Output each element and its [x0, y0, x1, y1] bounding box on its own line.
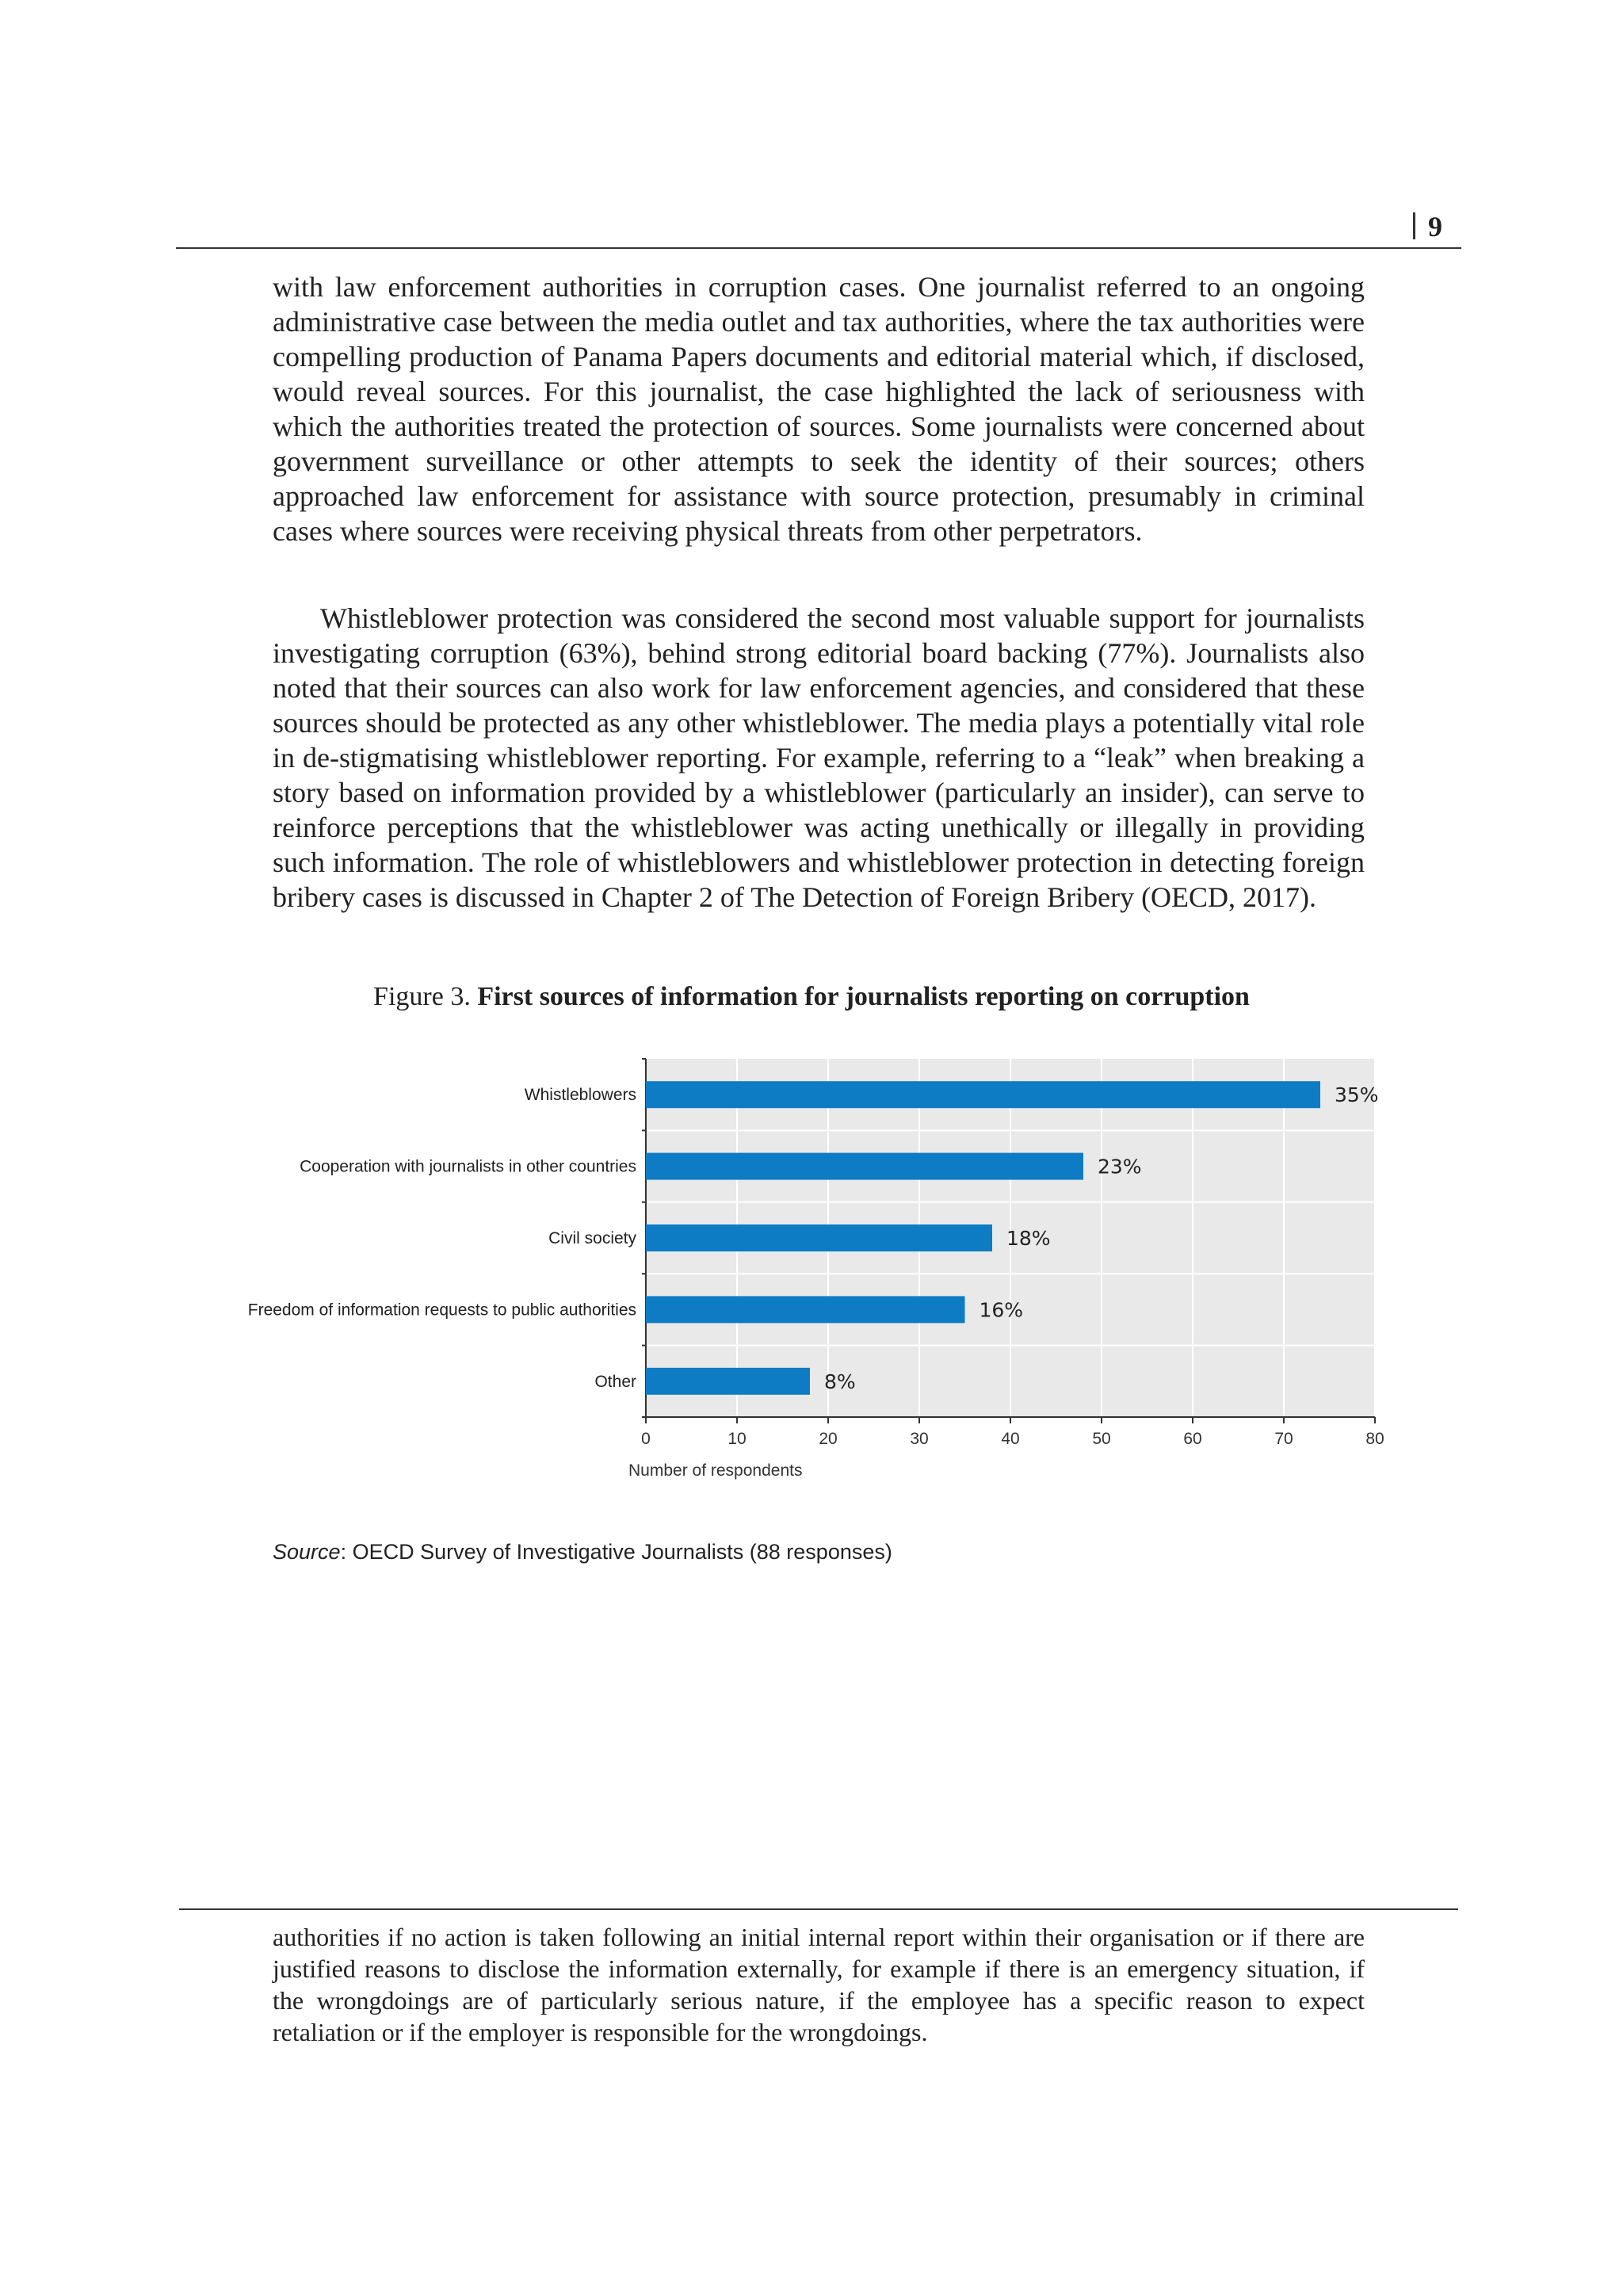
x-tick-label: 60 — [1183, 1430, 1202, 1448]
category-label: Freedom of information requests to public authorities — [247, 1301, 636, 1320]
figure-title — [0, 981, 1623, 1013]
page-number — [1413, 211, 1442, 243]
bar — [646, 1368, 810, 1395]
x-tick-label: 50 — [1092, 1430, 1111, 1448]
source-text: : OECD Survey of Investigative Journalists (88 responses) — [340, 1540, 892, 1564]
category-label: Other — [594, 1372, 636, 1391]
category-label: Whistleblowers — [524, 1086, 636, 1105]
source-label: Source — [273, 1540, 341, 1564]
body-paragraph-2: Whistleblower protection was considered the second most valuable support for journalists investigating corruption (63%), behind strong editorial board backing (77%). Journalists also noted that their sources can also work for law enforcement agencies, and considered that these sources should be protected as any other whistleblower. The media plays a potentially vital role in de-stigmatising whistleblower reporting. For example, referring to a “leak” when breaking a story based on information provided by a whistleblower (particularly an insider), can serve to reinforce perceptions that the whistleblower was acting unethically or illegally in providing such information. The role of whistleblowers and whistleblower protection in detecting foreign bribery cases is discussed in Chapter 2 of The Detection of Foreign Bribery (OECD, 2017). — [273, 602, 1365, 913]
x-tick-label: 20 — [819, 1430, 838, 1448]
data-label: 18% — [1006, 1227, 1051, 1250]
data-label: 23% — [1098, 1155, 1142, 1179]
category-label: Civil society — [548, 1229, 636, 1247]
bar-chart — [0, 1030, 1623, 1506]
data-label: 16% — [979, 1298, 1024, 1322]
x-tick-label: 80 — [1365, 1430, 1384, 1448]
x-tick-label: 70 — [1274, 1430, 1293, 1448]
category-label: Cooperation with journalists in other countries — [300, 1157, 636, 1176]
x-tick-label: 10 — [727, 1430, 747, 1448]
bar — [646, 1081, 1320, 1108]
x-tick-label: 0 — [641, 1430, 651, 1448]
bar — [646, 1224, 992, 1251]
figure-label: Figure 3. — [373, 982, 471, 1011]
source-note — [273, 1539, 892, 1564]
body-paragraph-1: with law enforcement authorities in corruption cases. One journalist referred to an ongoing administrative case between the media outlet and tax authorities, where the tax authorities were compelling production of Panama Papers documents and editorial material which, if disclosed, would reveal sources. For this journalist, the case highlighted the lack of seriousness with which the authorities treated the protection of sources. Some journalists were concerned about government surveillance or other attempts to seek the identity of their sources; others approached law enforcement for assistance with source protection, presumably in criminal cases where sources were receiving physical threats from other perpetrators. — [273, 271, 1365, 547]
page-number-bar — [1413, 212, 1415, 239]
footnote-rule — [179, 1908, 1458, 1910]
data-label: 35% — [1335, 1083, 1379, 1107]
data-label: 8% — [824, 1370, 856, 1393]
page-number-text: 9 — [1428, 211, 1442, 243]
bar — [646, 1296, 965, 1323]
footnote-text: authorities if no action is taken following an initial internal report within their organisation or if there are justified reasons to disclose the information externally, for example if there is an emergency situation, if the wrongdoings are of particularly serious nature, if the employee has a specific reason to expect retaliation or if the employer is responsible for the wrongdoings. — [273, 1923, 1365, 2046]
header-rule — [176, 247, 1461, 249]
x-tick-label: 40 — [1001, 1430, 1020, 1448]
figure-title-text: First sources of information for journalists reporting on corruption — [477, 982, 1250, 1011]
bar — [646, 1153, 1083, 1180]
x-axis-title: Number of respondents — [628, 1461, 803, 1480]
x-tick-label: 30 — [910, 1430, 929, 1448]
